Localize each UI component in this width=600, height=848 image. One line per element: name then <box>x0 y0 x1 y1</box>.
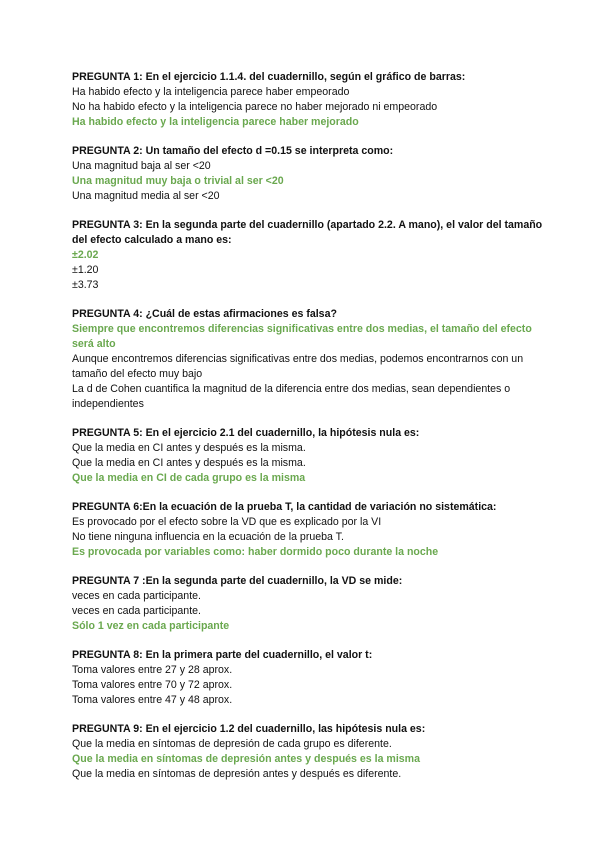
correct-option: Una magnitud muy baja o trivial al ser <20 <box>72 175 284 187</box>
question-title: PREGUNTA 9: En el ejercicio 1.2 del cuadernillo, las hipótesis nula es: <box>72 723 426 735</box>
option: Es provocado por el efecto sobre la VD que es explicado por la VI <box>72 516 382 528</box>
option: Una magnitud baja al ser <20 <box>72 160 211 172</box>
option-list <box>72 737 552 782</box>
question-1 <box>72 70 552 130</box>
option: No tiene ninguna influencia en la ecuación de la prueba T. <box>72 531 344 543</box>
question-title: PREGUNTA 3: En la segunda parte del cuadernillo (apartado 2.2. A mano), el valor del tamaño del efecto calculado a mano es: <box>72 219 543 246</box>
option-list <box>72 248 552 293</box>
correct-option: Que la media en CI de cada grupo es la misma <box>72 472 306 484</box>
question-title: PREGUNTA 2: Un tamaño del efecto d =0.15 se interpreta como: <box>72 145 394 157</box>
option-list <box>72 85 552 130</box>
correct-option: Sólo 1 vez en cada participante <box>72 620 230 632</box>
option: Ha habido efecto y la inteligencia parece haber empeorado <box>72 86 350 98</box>
question-9 <box>72 722 552 782</box>
question-7 <box>72 574 552 634</box>
question-8 <box>72 648 552 708</box>
correct-option: ±2.02 <box>72 249 99 261</box>
option: La d de Cohen cuantifica la magnitud de la diferencia entre dos medias, sean dependientes o independientes <box>72 383 511 410</box>
option-list <box>72 159 552 204</box>
correct-option: Ha habido efecto y la inteligencia parece haber mejorado <box>72 116 359 128</box>
question-title: PREGUNTA 4: ¿Cuál de estas afirmaciones es falsa? <box>72 308 337 320</box>
option: Aunque encontremos diferencias significativas entre dos medias, podemos encontrarnos con un tamaño del efecto muy bajo <box>72 353 524 380</box>
question-title: PREGUNTA 6:En la ecuación de la prueba T, la cantidad de variación no sistemática: <box>72 501 497 513</box>
option: Que la media en síntomas de depresión antes y después es diferente. <box>72 768 402 780</box>
option: Que la media en CI antes y después es la misma. <box>72 457 306 469</box>
option: Toma valores entre 47 y 48 aprox. <box>72 694 233 706</box>
question-title: PREGUNTA 5: En el ejercicio 2.1 del cuadernillo, la hipótesis nula es: <box>72 427 420 439</box>
option: veces en cada participante. <box>72 605 201 617</box>
question-title: PREGUNTA 8: En la primera parte del cuadernillo, el valor t: <box>72 649 373 661</box>
option-list <box>72 663 552 708</box>
option-list <box>72 441 552 486</box>
correct-option: Que la media en síntomas de depresión antes y después es la misma <box>72 753 420 765</box>
question-4 <box>72 307 552 412</box>
option-list <box>72 515 552 560</box>
question-5 <box>72 426 552 486</box>
option: No ha habido efecto y la inteligencia parece no haber mejorado ni empeorado <box>72 101 438 113</box>
question-title: PREGUNTA 1: En el ejercicio 1.1.4. del cuadernillo, según el gráfico de barras: <box>72 71 466 83</box>
option: Toma valores entre 70 y 72 aprox. <box>72 679 233 691</box>
option: ±3.73 <box>72 279 99 291</box>
option: ±1.20 <box>72 264 99 276</box>
question-2 <box>72 144 552 204</box>
question-6 <box>72 500 552 560</box>
question-title: PREGUNTA 7 :En la segunda parte del cuadernillo, la VD se mide: <box>72 575 403 587</box>
option: Toma valores entre 27 y 28 aprox. <box>72 664 233 676</box>
option: veces en cada participante. <box>72 590 201 602</box>
option-list <box>72 589 552 634</box>
option: Que la media en CI antes y después es la misma. <box>72 442 306 454</box>
correct-option: Siempre que encontremos diferencias significativas entre dos medias, el tamaño del efecto será alto <box>72 323 532 350</box>
correct-option: Es provocada por variables como: haber dormido poco durante la noche <box>72 546 439 558</box>
document-page <box>72 70 552 796</box>
option: Que la media en síntomas de depresión de cada grupo es diferente. <box>72 738 392 750</box>
option-list <box>72 322 552 412</box>
question-3 <box>72 218 552 293</box>
option: Una magnitud media al ser <20 <box>72 190 220 202</box>
